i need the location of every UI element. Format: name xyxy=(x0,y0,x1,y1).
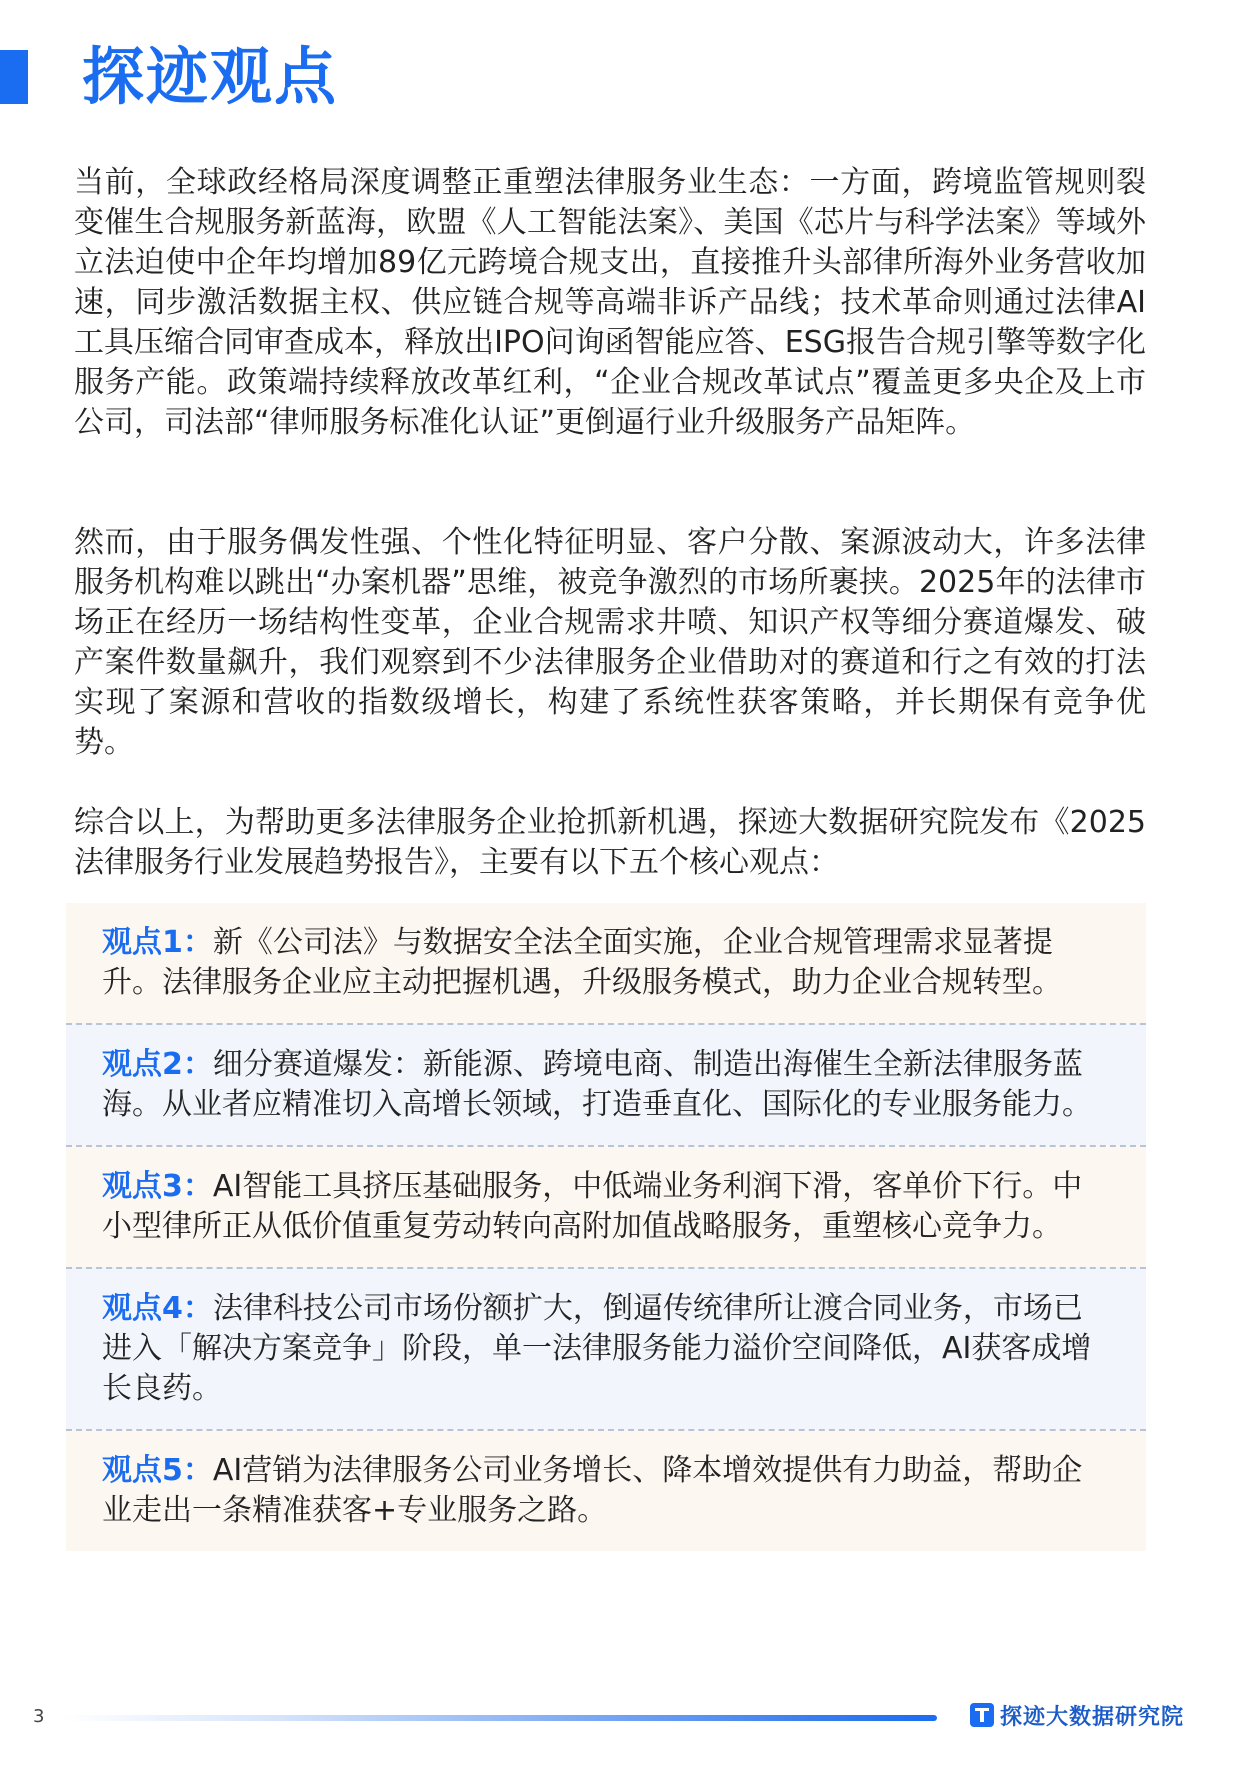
viewpoint-label: 观点3： xyxy=(102,1169,213,1204)
page-number: 3 xyxy=(33,1706,45,1727)
body-paragraph-3: 综合以上，为帮助更多法律服务企业抢抓新机遇，探迹大数据研究院发布《2025法律服务行业发展趋势报告》，主要有以下五个核心观点： xyxy=(74,805,1146,880)
viewpoint-1 xyxy=(66,903,1146,1023)
footer-gradient-line xyxy=(62,1715,937,1721)
viewpoint-label: 观点1： xyxy=(102,925,213,960)
viewpoint-5 xyxy=(66,1429,1146,1551)
page-title: 探迹观点 xyxy=(82,40,339,113)
viewpoint-text: AI营销为法律服务公司业务增长、降本增效提供有力助益，帮助企业走出一条精准获客+专业服务之路。 xyxy=(102,1453,1083,1528)
footer-brand xyxy=(970,1701,1184,1729)
title-accent-bar xyxy=(0,50,28,104)
body-paragraph-2: 然而，由于服务偶发性强、个性化特征明显、客户分散、案源波动大，许多法律服务机构难以跳出“办案机器”思维，被竞争激烈的市场所裹挟。2025年的法律市场正在经历一场结构性变革，企业合规需求井喷、知识产权等细分赛道爆发、破产案件数量飙升，我们观察到不少法律服务企业借助对的赛道和行之有效的打法实现了案源和营收的指数级增长，构建了系统性获客策略，并长期保有竞争优势。 xyxy=(74,525,1146,760)
viewpoint-label: 观点4： xyxy=(102,1291,213,1326)
viewpoint-4 xyxy=(66,1267,1146,1429)
viewpoint-text: 法律科技公司市场份额扩大，倒逼传统律所让渡合同业务，市场已进入「解决方案竞争」阶段，单一法律服务能力溢价空间降低，AI获客成增长良药。 xyxy=(102,1291,1092,1406)
viewpoint-label: 观点5： xyxy=(102,1453,213,1488)
viewpoint-2 xyxy=(66,1023,1146,1145)
viewpoint-text: 新《公司法》与数据安全法全面实施，企业合规管理需求显著提升。法律服务企业应主动把握机遇，升级服务模式，助力企业合规转型。 xyxy=(102,925,1062,1000)
viewpoint-text: AI智能工具挤压基础服务，中低端业务利润下滑，客单价下行。中小型律所正从低价值重复劳动转向高附加值战略服务，重塑核心竞争力。 xyxy=(102,1169,1083,1244)
body-paragraph-1: 当前，全球政经格局深度调整正重塑法律服务业生态：一方面，跨境监管规则裂变催生合规服务新蓝海，欧盟《人工智能法案》、美国《芯片与科学法案》等域外立法迫使中企年均增加89亿元跨境合规支出，直接推升头部律所海外业务营收加速，同步激活数据主权、供应链合规等高端非诉产品线；技术革命则通过法律AI工具压缩合同审查成本，释放出IPO问询函智能应答、ESG报告合规引擎等数字化服务产能。政策端持续释放改革红利，“企业合规改革试点”覆盖更多央企及上市公司，司法部“律师服务标准化认证”更倒逼行业升级服务产品矩阵。 xyxy=(74,165,1146,440)
logo-icon xyxy=(970,1703,994,1727)
viewpoints-box xyxy=(66,903,1146,1551)
viewpoint-3 xyxy=(66,1145,1146,1267)
viewpoint-text: 细分赛道爆发：新能源、跨境电商、制造出海催生全新法律服务蓝海。从业者应精准切入高增长领域，打造垂直化、国际化的专业服务能力。 xyxy=(102,1047,1092,1122)
viewpoint-label: 观点2： xyxy=(102,1047,213,1082)
brand-name: 探迹大数据研究院 xyxy=(1000,1704,1185,1730)
